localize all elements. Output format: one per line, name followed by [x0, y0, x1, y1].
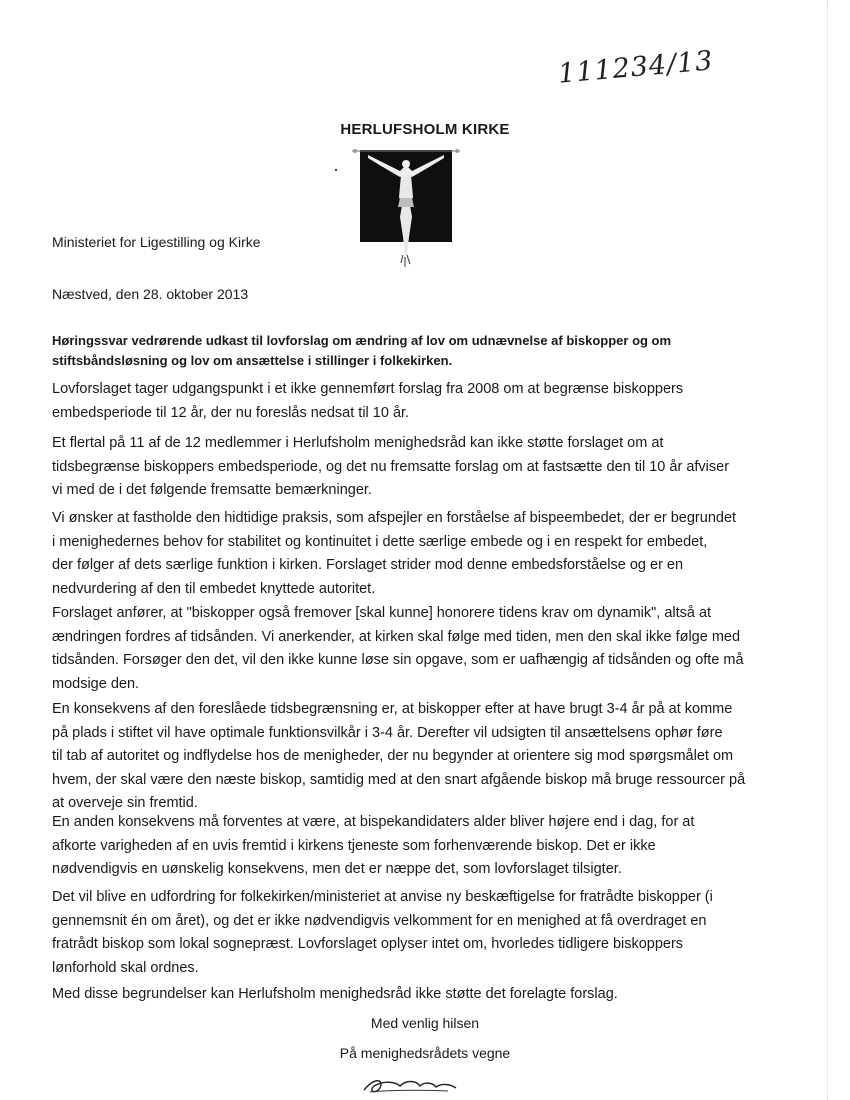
paragraph-line: Et flertal på 11 af de 12 medlemmer i Herlufsholm menighedsråd kan ikke støtte forslaget om at [52, 435, 664, 451]
paragraph-line: gennemsnit én om året), og det er ikke nødvendigvis velkomment for en menighed at få overdraget en [52, 912, 707, 929]
paragraph-8 [52, 983, 752, 1007]
page-edge-line [827, 0, 828, 1100]
paragraph-4 [52, 602, 752, 696]
paragraph-line: tidsbegrænse biskoppers embedsperiode, og det nu fremsatte forslag om at fastsætte den til 10 år afviser [52, 458, 730, 475]
paragraph-line: Med disse begrundelser kan Herlufsholm menighedsråd ikke støtte det forelagte forslag. [52, 986, 618, 1002]
closing-greeting: Med venlig hilsen [370, 1015, 480, 1031]
paragraph-line: nedvurdering af den til embedet knyttede autoritet. [52, 580, 376, 597]
paragraph-1 [52, 378, 752, 425]
paragraph-line: Lovforslaget tager udgangspunkt i et ikke gennemført forslag fra 2008 om at begrænse biskoppers [52, 381, 684, 397]
paragraph-line: hvem, der skal være den næste biskop, samtidig med at den snart afgående biskop må bruge ressourcer på [52, 771, 746, 788]
date-line: Næstved, den 28. oktober 2013 [52, 286, 249, 302]
paragraph-line: til tab af autoritet og indflydelse hos de menigheder, der nu begynder at orientere sig mod spørgsmålet om [52, 748, 734, 764]
paragraph-line: nødvendigvis en uønskelig konsekvens, men det er næppe det, som lovforslaget tilsigter. [52, 861, 622, 877]
paragraph-6 [52, 811, 752, 882]
paragraph-line: Vi ønsker at fastholde den hidtidige praksis, som afspejler en forståelse af bispeembedet, der er begrundet [52, 510, 737, 526]
handwritten-reference: 111234/13 [556, 45, 715, 90]
paragraph-line: En konsekvens af den foreslåede tidsbegrænsning er, at biskopper efter at have brugt 3-4 år på at komme [52, 701, 733, 717]
recipient: Ministeriet for Ligestilling og Kirke [52, 234, 261, 250]
closing-sender: På menighedsrådets vegne [339, 1045, 511, 1061]
subject-line: Høringssvar vedrørende udkast til lovforslag om ændring af lov om udnævnelse af biskopper og om stiftsbåndsløsning og lov om ansættelse i stillinger i folkekirken. [52, 333, 672, 368]
paragraph-line: Det vil blive en udfordring for folkekirken/ministeriet at anvise ny beskæftigelse for fratrådte biskopper (i [52, 889, 713, 905]
crucifix-icon [350, 145, 462, 273]
paragraph-line: lønforhold skal ordnes. [52, 959, 199, 976]
paragraph-line: fratrådt biskop som lokal sognepræst. Lovforslaget oplyser intet om, hvorledes tidligere biskoppers [52, 936, 684, 952]
paragraph-line: En anden konsekvens må forventes at være, at bispekandidaters alder bliver højere end i dag, for at [52, 814, 695, 830]
paragraph-2 [52, 432, 752, 503]
church-heading: HERLUFSHOLM KIRKE [340, 121, 510, 138]
paragraph-line: at overveje sin fremtid. [52, 795, 198, 811]
paragraph-line: på plads i stiftet vil have optimale funktionsvilkår i 3-4 år. Derefter vil udsigten til ansættelsens ophør føre [52, 724, 723, 741]
signature-icon [360, 1074, 460, 1096]
paragraph-line: modsige den. [52, 675, 140, 692]
paragraph-line: i menighedernes behov for stabilitet og kontinuitet i dette særlige embede og i en respekt for embedet, [52, 533, 708, 550]
speck [335, 169, 337, 171]
paragraph-5 [52, 698, 752, 816]
paragraph-7 [52, 886, 752, 980]
paragraph-line: tidsånden. Forsøger den det, vil den ikke kunne løse sin opgave, som er uafhængig af tidsånden og ofte må [52, 652, 744, 668]
paragraph-line: ændringen fordres af tidsånden. Vi anerkender, at kirken skal følge med tiden, men den skal ikke følge med [52, 628, 741, 645]
paragraph-3 [52, 507, 752, 601]
paragraph-line: Forslaget anfører, at "biskopper også fremover [skal kunne] honorere tidens krav om dynamik", altså at [52, 605, 712, 621]
paragraph-line: afkorte varigheden af en uvis fremtid i kirkens tjeneste som forhenværende biskop. Det er ikke [52, 837, 656, 854]
paragraph-line: embedsperiode til 12 år, der nu foreslås nedsat til 10 år. [52, 404, 410, 421]
paragraph-line: der følger af dets særlige funktion i kirken. Forslaget strider mod denne embedsforståelse og er en [52, 557, 684, 573]
paragraph-line: vi med de i det følgende fremsatte bemærkninger. [52, 482, 372, 498]
